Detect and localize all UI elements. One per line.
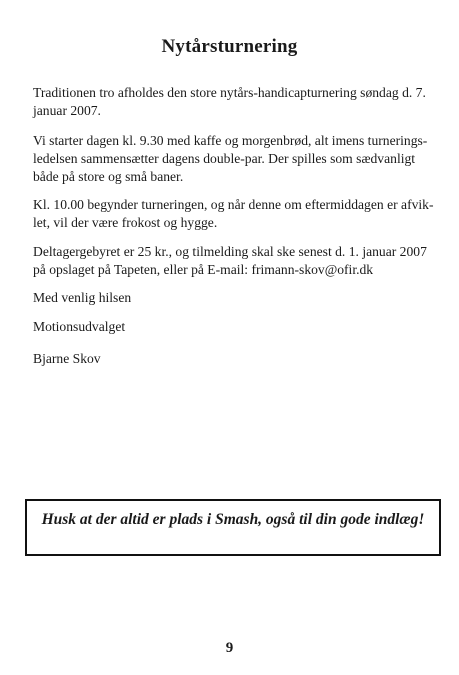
paragraph-line: januar 2007. bbox=[33, 103, 101, 118]
paragraph-line: Kl. 10.00 begynder turneringen, og når denne om eftermiddagen er afvik- bbox=[33, 197, 434, 212]
paragraph-line: Med venlig hilsen bbox=[33, 290, 132, 305]
paragraph-line: Bjarne Skov bbox=[33, 351, 101, 366]
paragraph-intro bbox=[33, 84, 438, 120]
paragraph-line: ledelsen sammensætter dagens double-par. Der spilles som sædvanligt bbox=[33, 151, 416, 166]
signature-name bbox=[33, 350, 438, 368]
paragraph-schedule bbox=[33, 132, 438, 186]
paragraph-line: på opslaget på Tapeten, eller på E-mail: frimann-skov@ofir.dk bbox=[33, 262, 374, 277]
callout-box bbox=[25, 499, 441, 556]
callout-text: Husk at der altid er plads i Smash, også til din gode indlæg! bbox=[41, 511, 425, 528]
paragraph-line: Traditionen tro afholdes den store nytårs-handicapturnering søndag d. 7. bbox=[33, 85, 426, 100]
page-title: Nytårsturnering bbox=[161, 36, 298, 57]
paragraph-line: Deltagergebyret er 25 kr., og tilmelding skal ske senest d. 1. januar 2007 bbox=[33, 244, 427, 259]
paragraph-line: både på store og små baner. bbox=[33, 169, 184, 184]
paragraph-line: Vi starter dagen kl. 9.30 med kaffe og morgenbrød, alt imens turnerings- bbox=[33, 133, 428, 148]
closing-greeting bbox=[33, 289, 438, 307]
signature-committee bbox=[33, 318, 438, 336]
page-number: 9 bbox=[225, 640, 234, 656]
paragraph-line: Motionsudvalget bbox=[33, 319, 126, 334]
paragraph-line: let, vil der være frokost og hygge. bbox=[33, 215, 218, 230]
paragraph-registration bbox=[33, 243, 438, 279]
paragraph-tournament-start bbox=[33, 196, 438, 232]
